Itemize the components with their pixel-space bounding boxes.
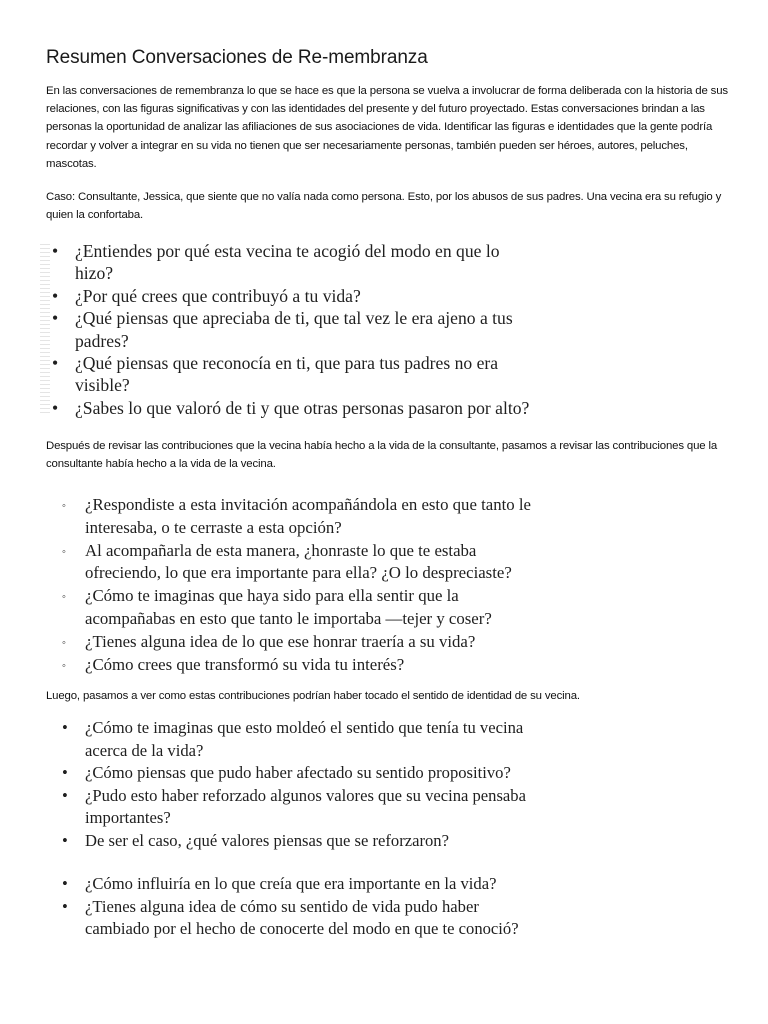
bullet-icon: •: [52, 285, 59, 306]
scanned-question-list-2: [58, 494, 533, 676]
case-paragraph: Caso: Consultante, Jessica, que siente que no valía nada como persona. Esto, por los abusos de sus padres. Una vecina era su refugio y quien la confortaba.: [46, 191, 722, 222]
list-item: • De ser el caso, ¿qué valores piensas que se reforzaron?: [58, 830, 530, 853]
list-item: • ¿Por qué crees que contribuyó a tu vida?: [52, 285, 361, 306]
list-item: • ¿Qué piensas que apreciaba de ti, que tal vez le era ajeno a tus padres?: [52, 308, 513, 351]
transition-paragraph-2: Luego, pasamos a ver como estas contribuciones podrían haber tocado el sentido de identidad de su vecina.: [46, 690, 580, 702]
hollow-bullet-icon: ◦: [62, 545, 66, 558]
hollow-bullet-icon: ◦: [62, 500, 66, 512]
list-item: • ¿Tienes alguna idea de cómo su sentido de vida pudo haber cambiado por el hecho de conocerte del modo en que te conoció?: [62, 896, 519, 939]
bullet-icon: •: [52, 241, 59, 261]
hollow-bullet-icon: ◦: [62, 591, 66, 604]
list-item: • ¿Qué piensas que reconocía en ti, que para tus padres no era visible?: [52, 353, 499, 396]
bullet-icon: •: [62, 785, 68, 805]
intro-paragraph: En las conversaciones de remembranza lo que se hace es que la persona se vuelva a involucrar de forma deliberada con la historia de sus relaciones, con las figuras significativas y con las identidades del presente y del futuro proyectado. Estas conversaciones brindan a las personas la oportunidad de analizar las afiliaciones de sus asociaciones de vida. Identificar las figuras e identidades que la gente podría recordar y volver a integrar en su vida no tienen que ser necesariamente personas, también pueden ser héroes, autores, peluches, mascotas.: [46, 85, 728, 170]
transition-paragraph-1: Después de revisar las contribuciones que la vecina había hecho a la vida de la consultante, pasamos a revisar las contribuciones que la consultante había hecho a la vida de la vecina.: [46, 440, 718, 471]
list-item: • ¿Cómo influiría en lo que creía que era importante en la vida?: [58, 873, 530, 896]
bullet-icon: •: [52, 353, 59, 374]
list-item: ◦ ¿Cómo te imaginas que haya sido para ella sentir que la acompañabas en esto que tanto le importaba —tejer y coser?: [62, 586, 492, 628]
hollow-bullet-icon: ◦: [62, 636, 66, 649]
bullet-icon: •: [52, 397, 59, 418]
bullet-icon: •: [62, 718, 68, 737]
list-item: • ¿Entiendes por qué esta vecina te acogió del modo en que lo hizo?: [52, 241, 500, 284]
bullet-icon: •: [52, 308, 59, 329]
list-item: • ¿Pudo esto haber reforzado algunos valores que su vecina pensaba importantes?: [62, 785, 526, 828]
list-item: • ¿Cómo te imaginas que esto moldeó el sentido que tenía tu vecina acerca de la vida?: [62, 718, 524, 760]
bullet-icon: •: [62, 874, 68, 893]
list-item: ◦ Al acompañarla de esta manera, ¿honraste lo que te estaba ofreciendo, lo que era importante para ella? ¿O lo despreciaste?: [62, 540, 512, 583]
bullet-icon: •: [62, 896, 68, 916]
list-item: • ¿Sabes lo que valoró de ti y que otras personas pasaron por alto?: [52, 397, 530, 418]
scanned-question-list-4: [58, 873, 530, 941]
bullet-icon: •: [62, 830, 68, 850]
page-title: Resumen Conversaciones de Re-membranza: [46, 47, 428, 68]
list-item: ◦ ¿Cómo crees que transformó su vida tu interés?: [58, 654, 533, 677]
list-item: • ¿Cómo piensas que pudo haber afectado su sentido propositivo?: [58, 762, 530, 785]
scanned-question-list-1: [48, 240, 538, 419]
list-item: ◦ ¿Respondiste a esta invitación acompañándola en esto que tanto le interesaba, o te cerraste a esta opción?: [62, 495, 531, 537]
list-item: ◦ ¿Tienes alguna idea de lo que ese honrar traería a su vida?: [58, 631, 533, 654]
bullet-icon: •: [62, 763, 68, 783]
scanned-question-list-3: [58, 717, 530, 853]
hollow-bullet-icon: ◦: [62, 659, 66, 672]
